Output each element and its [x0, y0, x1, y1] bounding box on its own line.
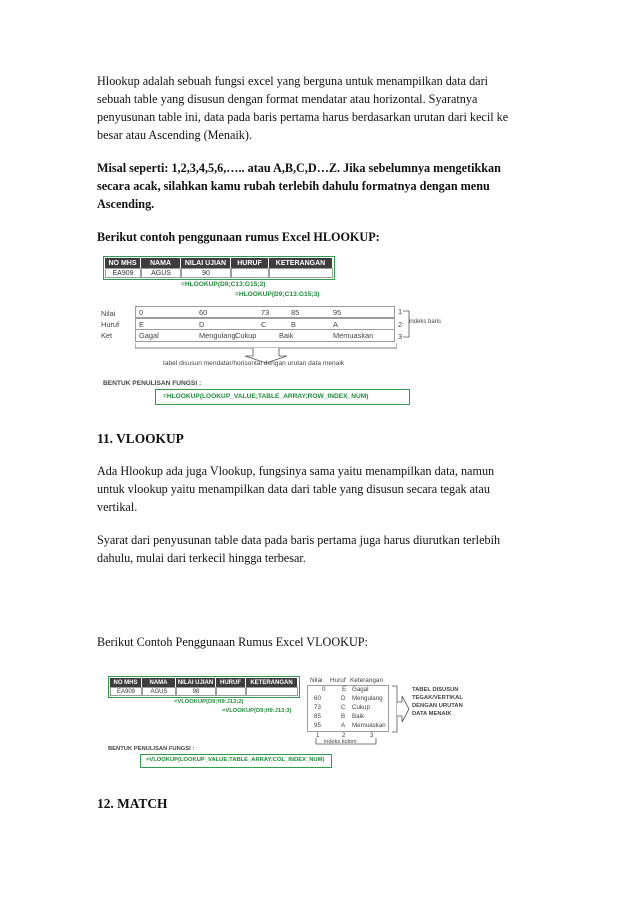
header-nomhs: NO MHS [110, 678, 142, 687]
table-value: E [139, 320, 144, 329]
index-number: 3 [370, 732, 374, 739]
table-value: Mengulang [199, 331, 236, 340]
table-value: 95 [314, 722, 321, 729]
cell: EA909 [105, 268, 141, 278]
table-value: 85 [291, 308, 300, 317]
side-note-line: DATA MENAIK [412, 711, 452, 717]
header-huruf: HURUF [231, 258, 269, 268]
col-header: Nilai [310, 677, 323, 684]
vlookup-line: Ada Hlookup ada juga Vlookup, fungsinya sama yaitu menampilkan data, namun [97, 464, 495, 478]
row-label: Ket [101, 331, 113, 340]
header-huruf: HURUF [216, 678, 246, 687]
cell [269, 268, 333, 278]
table-value: 85 [314, 713, 321, 720]
vlookup-line: untuk vlookup yaitu menampilkan data dari table yang disusun secara tegak atau [97, 482, 490, 496]
match-heading: 12. MATCH [97, 796, 168, 811]
intro-line: sebuah table yang disusun dengan format mendatar atau horizontal. Syaratnya [97, 92, 478, 106]
vlookup-line: dahulu, mulai dari terkecil hingga terbesar. [97, 551, 306, 565]
table-value: C [341, 704, 346, 711]
row-label: Nilai [101, 309, 116, 318]
header-keterangan: KETERANGAN [269, 258, 333, 268]
table-value: D [199, 320, 205, 329]
cell [231, 268, 269, 278]
cell: 98 [176, 687, 216, 696]
side-note-line: TEGAK/VERTIKAL [412, 695, 463, 701]
table-value: A [341, 722, 346, 729]
header-nilai: NILAI UJIAN [181, 258, 231, 268]
header-nomhs: NO MHS [105, 258, 141, 268]
formula-vlookup-2: =VLOOKUP(D9;H9:J13;2) [174, 699, 244, 705]
index-label: indeks kolom [324, 739, 357, 745]
form-formula: =HLOOKUP(LOOKUP_VALUE;TABLE_ARRAY;ROW_INDEX_NUM) [163, 393, 369, 400]
row-label: Huruf [101, 320, 120, 329]
vlookup-line: vertikal. [97, 500, 138, 514]
index-number: 2 [398, 320, 403, 329]
table-value: B [291, 320, 296, 329]
table-value: Memuaskan [352, 722, 386, 729]
cell: 90 [181, 268, 231, 278]
index-number: 1 [398, 307, 403, 316]
table-value: 60 [199, 308, 208, 317]
index-number: 1 [316, 732, 320, 739]
intro-line: besar atau Ascending (Menaik). [97, 128, 252, 142]
header-nama: NAMA [141, 258, 181, 268]
hlookup-figure [95, 252, 442, 412]
cell: AGUS [142, 687, 176, 696]
example-line: secara acak, silahkan kamu rubah terlebih dahulu formatnya dengan menu [97, 179, 490, 193]
formula-hlookup-2: =HLOOKUP(D9;C13:G15;2) [181, 281, 266, 288]
header-keterangan: KETERANGAN [246, 678, 298, 687]
formula-hlookup-3: =HLOOKUP(D9;C13:G15;3) [235, 291, 320, 298]
cell [246, 687, 298, 696]
table-value: D [341, 695, 346, 702]
table-value: Baik [279, 331, 294, 340]
table-value: Memuaskan [333, 331, 374, 340]
table-value: E [342, 686, 347, 693]
form-formula: =VLOOKUP(LOOKUP_VALUE;TABLE_ARRAY;COL_INDEX_NUM) [146, 757, 325, 763]
table-value: 60 [314, 695, 321, 702]
col-header: Huruf [330, 677, 346, 684]
form-label: BENTUK PENULISAN FUNGSI : [108, 746, 195, 752]
col-header: Keterangan [350, 677, 384, 684]
table-value: A [333, 320, 338, 329]
table-note: tabel disusun mendatar/horisontal dengan urutan data menaik [163, 360, 345, 367]
table-value: 0 [322, 686, 326, 693]
cell: EA909 [110, 687, 142, 696]
header-nama: NAMA [142, 678, 176, 687]
table-value: C [261, 320, 267, 329]
formula-vlookup-3: =VLOOKUP(D9;H9:J13;3) [222, 708, 292, 714]
table-value: 73 [261, 308, 270, 317]
intro-line: Hlookup adalah sebuah fungsi excel yang berguna untuk menampilkan data dari [97, 74, 489, 88]
vlookup-heading: 11. VLOOKUP [97, 431, 184, 446]
table-value: Gagal [139, 331, 159, 340]
side-arrow-icon [392, 684, 410, 734]
cell [216, 687, 246, 696]
table-value: Gagal [352, 686, 369, 693]
header-nilai: NILAI UJIAN [176, 678, 216, 687]
vlookup-line: Syarat dari penyusunan table data pada baris pertama juga harus diurutkan terlebih [97, 533, 501, 547]
index-label: indeks baris [409, 319, 442, 325]
cell: AGUS [141, 268, 181, 278]
form-label: BENTUK PENULISAN FUNGSI : [103, 380, 202, 387]
side-note-line: TABEL DISUSUN [412, 687, 459, 693]
side-note-line: DENGAN URUTAN [412, 703, 463, 709]
index-number: 3 [398, 332, 403, 341]
table-value: Cukup [352, 704, 370, 711]
table-value: Cukup [235, 331, 257, 340]
table-value: 95 [333, 308, 342, 317]
table-value: 0 [139, 308, 144, 317]
table-value: 73 [314, 704, 321, 711]
table-value: Mengulang [352, 695, 383, 702]
table-value: Baik [352, 713, 365, 720]
vlookup-caption: Berikut Contoh Penggunaan Rumus Excel VLOOKUP: [97, 635, 368, 649]
table-value: B [341, 713, 346, 720]
hlookup-caption: Berikut contoh penggunaan rumus Excel HLOOKUP: [97, 230, 380, 244]
index-number: 2 [342, 732, 346, 739]
vlookup-figure [104, 672, 474, 772]
intro-line: penyusunan table ini, data pada baris pertama harus berdasarkan urutan dari kecil ke [97, 110, 509, 124]
example-line: Ascending. [97, 197, 155, 211]
example-line: Misal seperti: 1,2,3,4,5,6,….. atau A,B,C,D…Z. Jika sebelumnya mengetikkan [97, 161, 501, 175]
